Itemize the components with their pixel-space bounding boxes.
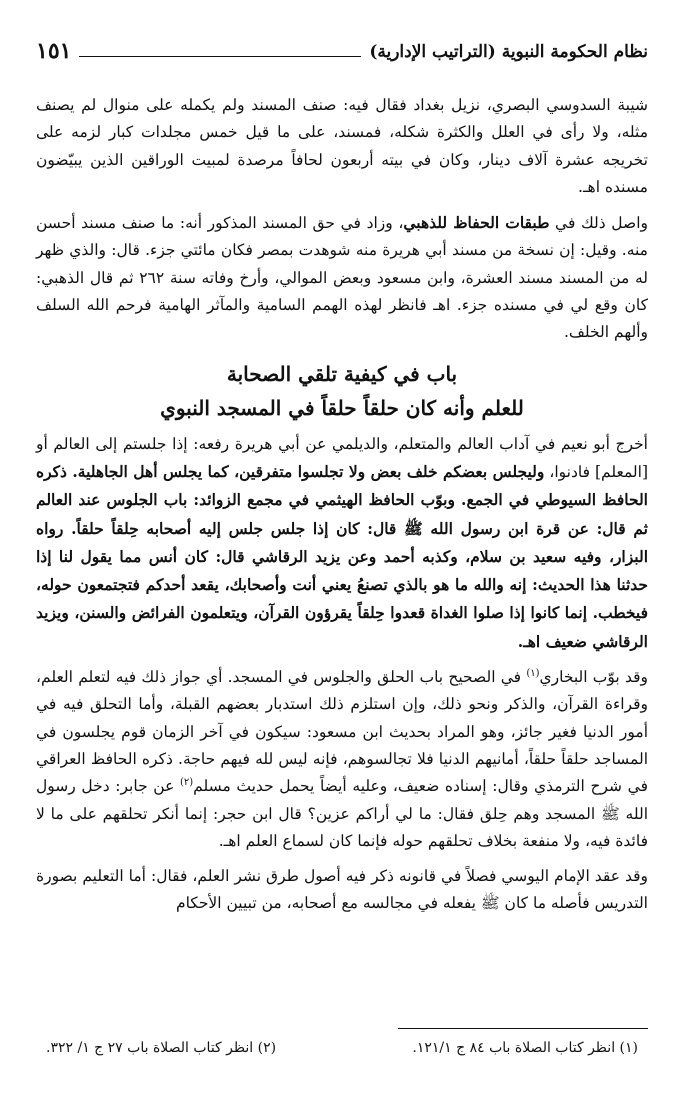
chapter-heading-line-2: للعلم وأنه كان حلقاً حلقاً في المسجد النبوي: [160, 395, 524, 420]
paragraph-2-start: واصل ذلك في: [549, 214, 648, 233]
paragraph-4-start: وقد بوّب البخاري: [539, 668, 648, 687]
paragraph-3-start: أخرج أبو نعيم في آداب العالم والمتعلم، والديلمي عن أبي هريرة رفعه: إذا جلستم إلى العالم أو [المعلم] فادنوا،: [36, 434, 648, 481]
page-body: [36, 92, 648, 918]
paragraph-5: وقد عقد الإمام اليوسي فصلاً في قانونه ذكر فيه أصول طرق نشر العلم، فقال: أما التعليم بصورة التدريس فأصله ما كان ﷺ يفعله في مجالسه مع أصحابه، من تبيين الأحكام: [36, 867, 648, 913]
header-title: نظام الحكومة النبوية (التراتيب الإدارية): [369, 42, 648, 62]
paragraph-4-middle: في الصحيح باب الحلق والجلوس في المسجد. أي جواز ذلك فيه لتعلم العلم، وقراءة القرآن، والذكر ونحو ذلك، وإن استلزم ذلك استدبار بعضهم القبلة، وأما التحلق فيه في أمور الدنيا فغير جائز، وهو المراد بحديث ابن مسعود: سيكون في آخر الزمان قوم يجلسون في المساجد حلقاً حلقاً، أمانيهم الدنيا فلا تجالسوهم، فإنه ليس لله فيهم حاجة. ذكره الحافظ العراقي في شرح الترمذي وقال: إسناده ضعيف، وعليه أيضاً يحمل حديث مسلم: [36, 668, 648, 796]
footnotes: [36, 1040, 648, 1056]
footnote-rule: [398, 1028, 648, 1029]
header-rule: [79, 56, 361, 57]
paragraph-2: [36, 209, 648, 346]
chapter-heading-line-1: باب في كيفية تلقي الصحابة: [226, 361, 458, 386]
book-page: [36, 30, 648, 1070]
footnote-ref-2: (٢): [179, 777, 194, 789]
paragraph-3-bold: وليجلس بعضكم خلف بعض ولا تجلسوا متفرقين، كما يجلس أهل الجاهلية. ذكره الحافظ السيوطي في الجمع. وبوّب الحافظ الهيثمي في مجمع الزوائد: باب الجلوس عند العالم ثم قال: عن قرة ابن رسول الله ﷺ قال: كان إذا جلس جلس إليه أصحابه حِلقاً حلقاً. رواه البزار، وفيه سعيد بن سلام، وكذبه أحمد وعن يزيد الرقاشي قال: كان أنس مما يقول لنا إذا حدثنا هذا الحديث: إنه والله ما هو بالذي تصنعُ يعني أنت وأصحابك، يقعد أحدكم فتجتمعون حوله، فيخطب. إنما كانوا إذا صلوا الغداة قعدوا حِلقاً يقرؤون القرآن، ويتعلمون الفرائض والسنن، ويزيد الرقاشي ضعيف اهـ.: [36, 461, 648, 651]
paragraph-1: شيبة السدوسي البصري، نزيل بغداد فقال فيه: صنف المسند ولم يكمله على منوال لم يصنف مثله، ولا رأى في العلل والكثرة شكله، فمسند، على ما قيل خمس مجلدات كبار لزمه على تخريجه عشرة آلاف دينار، وكان في بيته أربعون لحافاً مرصدة لمبيت الوراقين الذين يبيّضون مسنده اهـ.: [36, 96, 648, 196]
paragraph-2-rest: ، وزاد في حق المسند المذكور أنه: ما صنف مسند أحسن منه. وقيل: إن نسخة من مسند أبي هريرة منه شوهدت بمصر فكان مائتي جزء. قال: والذي ظهر له من المسند مسند العشرة، وابن مسعود وبعض الموالي، وأرخ وفاته سنة ٢٦٢ ثم قال الذهبي: كان وقع لي في مسنده جزء. اهـ فانظر لهذه الهمم السامية والمآثر الهامية فرحم الله السلف وألهم الخلف.: [36, 214, 648, 342]
paragraph-3: [36, 431, 648, 656]
footnote-row: [36, 1040, 648, 1056]
paragraph-4: [36, 664, 648, 855]
footnote-1: (١) انظر كتاب الصلاة باب ٨٤ ج ١٢١/١.: [412, 1040, 638, 1056]
paragraph-4-end: عن جابر: دخل رسول الله ﷺ المسجد وهم حِلق فقال: ما لي أراكم عزين؟ قال ابن حجر: إنما أنكر تحلقهم على ما لا فائدة فيه، ولا منفعة بخلاف تحلقهم حوله فإنما كان لسماع العلم اهـ.: [36, 777, 648, 850]
chapter-heading: [36, 357, 648, 425]
page-number: ١٥١: [36, 38, 72, 64]
footnote-2: (٢) انظر كتاب الصلاة باب ٢٧ ج ١/ ٣٢٢.: [46, 1040, 277, 1056]
running-header: [36, 30, 648, 66]
footnote-ref-1: (١): [526, 667, 540, 679]
book-reference-tabaqat: طبقات الحفاظ للذهبي: [403, 213, 550, 233]
